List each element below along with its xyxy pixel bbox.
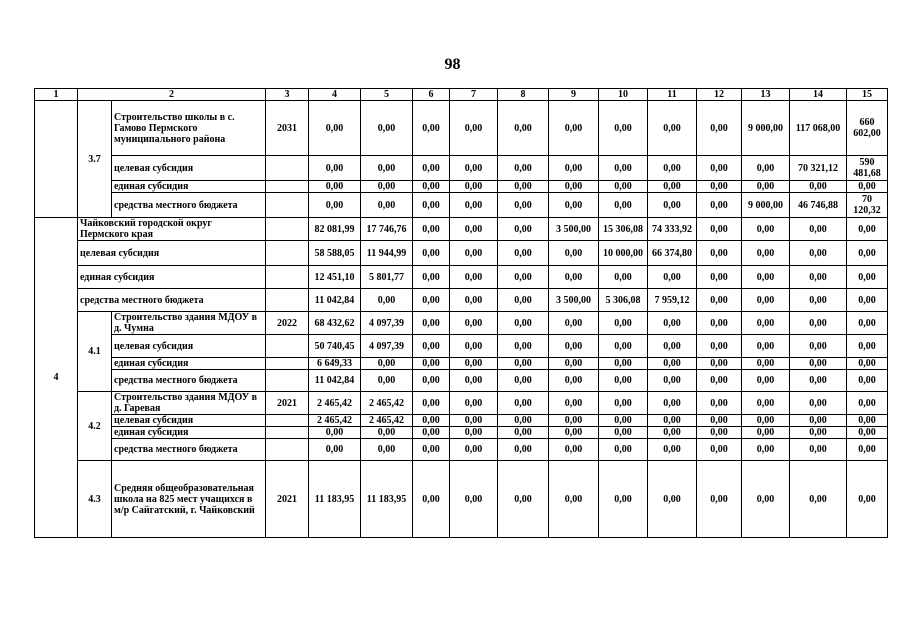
value-cell: 70 321,12 — [790, 156, 847, 181]
value-cell: 0,00 — [450, 312, 498, 335]
column-header: 12 — [697, 89, 742, 101]
funding-source-name: целевая субсидия — [112, 335, 266, 358]
value-cell: 0,00 — [549, 335, 599, 358]
year-cell — [266, 427, 309, 439]
header-row — [35, 89, 888, 101]
value-cell: 0,00 — [413, 370, 450, 392]
subgroup-number: 3.7 — [78, 101, 112, 218]
value-cell: 0,00 — [549, 266, 599, 289]
value-cell: 0,00 — [648, 370, 697, 392]
value-cell: 0,00 — [742, 241, 790, 266]
value-cell: 0,00 — [697, 312, 742, 335]
value-cell: 9 000,00 — [742, 193, 790, 218]
subgroup-number: 4.3 — [78, 461, 112, 538]
value-cell: 0,00 — [450, 193, 498, 218]
value-cell: 0,00 — [697, 415, 742, 427]
value-cell: 0,00 — [413, 392, 450, 415]
value-cell: 0,00 — [450, 427, 498, 439]
project-year: 2031 — [266, 101, 309, 156]
funding-row — [35, 439, 888, 461]
value-cell: 0,00 — [790, 427, 847, 439]
value-cell: 0,00 — [309, 193, 361, 218]
value-cell: 0,00 — [790, 289, 847, 312]
funding-source-name: средства местного бюджета — [112, 439, 266, 461]
value-cell: 2 465,42 — [309, 415, 361, 427]
value-cell: 0,00 — [599, 439, 648, 461]
value-cell: 0,00 — [790, 392, 847, 415]
value-cell: 0,00 — [413, 266, 450, 289]
value-cell: 0,00 — [549, 241, 599, 266]
value-cell: 0,00 — [648, 392, 697, 415]
funding-source-name: единая субсидия — [112, 181, 266, 193]
value-cell: 50 740,45 — [309, 335, 361, 358]
value-cell: 0,00 — [498, 289, 549, 312]
value-cell: 0,00 — [498, 156, 549, 181]
value-cell: 0,00 — [498, 427, 549, 439]
value-cell: 0,00 — [599, 193, 648, 218]
value-cell: 10 000,00 — [599, 241, 648, 266]
value-cell: 0,00 — [549, 461, 599, 538]
year-cell — [266, 193, 309, 218]
value-cell: 0,00 — [697, 358, 742, 370]
value-cell: 0,00 — [790, 266, 847, 289]
value-cell: 0,00 — [790, 335, 847, 358]
value-cell: 0,00 — [413, 415, 450, 427]
project-row — [35, 101, 888, 156]
value-cell: 74 333,92 — [648, 218, 697, 241]
column-header: 3 — [266, 89, 309, 101]
value-cell: 0,00 — [790, 218, 847, 241]
column-header: 14 — [790, 89, 847, 101]
value-cell: 0,00 — [697, 370, 742, 392]
value-cell: 0,00 — [847, 370, 888, 392]
value-cell: 2 465,42 — [361, 415, 413, 427]
value-cell: 0,00 — [361, 156, 413, 181]
value-cell: 0,00 — [450, 461, 498, 538]
value-cell: 5 801,77 — [361, 266, 413, 289]
value-cell: 0,00 — [790, 358, 847, 370]
year-cell — [266, 370, 309, 392]
value-cell: 0,00 — [549, 156, 599, 181]
value-cell: 70 120,32 — [847, 193, 888, 218]
value-cell: 0,00 — [599, 312, 648, 335]
value-cell: 660 602,00 — [847, 101, 888, 156]
value-cell: 0,00 — [697, 193, 742, 218]
column-header: 5 — [361, 89, 413, 101]
value-cell: 11 042,84 — [309, 289, 361, 312]
value-cell: 0,00 — [697, 181, 742, 193]
value-cell: 0,00 — [361, 439, 413, 461]
value-cell: 0,00 — [697, 439, 742, 461]
year-cell — [266, 218, 309, 241]
value-cell: 0,00 — [648, 181, 697, 193]
value-cell: 0,00 — [742, 358, 790, 370]
project-name: Строительство школы в с. Гамово Пермского муниципального района — [112, 101, 266, 156]
column-header: 8 — [498, 89, 549, 101]
year-cell — [266, 156, 309, 181]
value-cell: 0,00 — [413, 241, 450, 266]
value-cell: 0,00 — [361, 358, 413, 370]
value-cell: 0,00 — [549, 439, 599, 461]
year-cell — [266, 181, 309, 193]
value-cell: 0,00 — [847, 358, 888, 370]
value-cell: 0,00 — [549, 392, 599, 415]
value-cell: 46 746,88 — [790, 193, 847, 218]
value-cell: 0,00 — [413, 312, 450, 335]
district-funding-row — [35, 289, 888, 312]
value-cell: 0,00 — [790, 312, 847, 335]
year-cell — [266, 289, 309, 312]
project-name: Средняя общеобразовательная школа на 825 мест учащихся в м/р Сайгатский, г. Чайковский — [112, 461, 266, 538]
funding-source-name: единая субсидия — [112, 358, 266, 370]
subgroup-number: 4.1 — [78, 312, 112, 392]
value-cell: 0,00 — [697, 289, 742, 312]
value-cell: 0,00 — [549, 193, 599, 218]
funding-source-name: средства местного бюджета — [78, 289, 266, 312]
column-header: 11 — [648, 89, 697, 101]
value-cell: 0,00 — [599, 392, 648, 415]
value-cell: 0,00 — [309, 427, 361, 439]
funding-row — [35, 156, 888, 181]
value-cell: 0,00 — [450, 439, 498, 461]
value-cell: 5 306,08 — [599, 289, 648, 312]
value-cell: 0,00 — [697, 461, 742, 538]
value-cell: 0,00 — [498, 241, 549, 266]
value-cell: 0,00 — [450, 101, 498, 156]
value-cell: 0,00 — [361, 370, 413, 392]
value-cell: 0,00 — [361, 101, 413, 156]
value-cell: 0,00 — [790, 370, 847, 392]
value-cell: 0,00 — [498, 312, 549, 335]
funding-source-name: средства местного бюджета — [112, 370, 266, 392]
value-cell: 0,00 — [498, 101, 549, 156]
value-cell: 0,00 — [847, 312, 888, 335]
value-cell: 0,00 — [498, 461, 549, 538]
value-cell: 0,00 — [648, 312, 697, 335]
value-cell: 0,00 — [450, 241, 498, 266]
column-header: 9 — [549, 89, 599, 101]
value-cell: 6 649,33 — [309, 358, 361, 370]
funding-row — [35, 370, 888, 392]
value-cell: 0,00 — [648, 156, 697, 181]
value-cell: 0,00 — [309, 101, 361, 156]
column-header: 6 — [413, 89, 450, 101]
value-cell: 0,00 — [413, 193, 450, 218]
value-cell: 0,00 — [450, 415, 498, 427]
project-row — [35, 461, 888, 538]
project-row — [35, 392, 888, 415]
value-cell: 0,00 — [549, 427, 599, 439]
funding-source-name: средства местного бюджета — [112, 193, 266, 218]
value-cell: 0,00 — [498, 266, 549, 289]
value-cell: 0,00 — [697, 101, 742, 156]
page-number: 98 — [444, 56, 461, 73]
value-cell: 0,00 — [847, 461, 888, 538]
project-row — [35, 312, 888, 335]
value-cell: 0,00 — [498, 181, 549, 193]
value-cell: 0,00 — [498, 335, 549, 358]
value-cell: 0,00 — [450, 335, 498, 358]
value-cell: 0,00 — [648, 415, 697, 427]
value-cell: 0,00 — [361, 427, 413, 439]
project-year: 2021 — [266, 392, 309, 415]
value-cell: 0,00 — [450, 289, 498, 312]
value-cell: 0,00 — [697, 218, 742, 241]
funding-source-name: единая субсидия — [112, 427, 266, 439]
value-cell: 0,00 — [847, 392, 888, 415]
value-cell: 2 465,42 — [309, 392, 361, 415]
column-header: 4 — [309, 89, 361, 101]
value-cell: 0,00 — [790, 439, 847, 461]
value-cell: 0,00 — [413, 358, 450, 370]
value-cell: 58 588,05 — [309, 241, 361, 266]
value-cell: 0,00 — [742, 370, 790, 392]
year-cell — [266, 266, 309, 289]
district-funding-row — [35, 266, 888, 289]
value-cell: 0,00 — [847, 415, 888, 427]
column-header: 13 — [742, 89, 790, 101]
value-cell: 0,00 — [648, 335, 697, 358]
value-cell: 3 500,00 — [549, 289, 599, 312]
project-year: 2022 — [266, 312, 309, 335]
value-cell: 0,00 — [361, 181, 413, 193]
value-cell: 0,00 — [599, 101, 648, 156]
value-cell: 0,00 — [599, 415, 648, 427]
value-cell: 0,00 — [549, 312, 599, 335]
value-cell: 0,00 — [498, 358, 549, 370]
subgroup-number: 4.2 — [78, 392, 112, 461]
budget-table — [34, 88, 888, 538]
value-cell: 0,00 — [599, 427, 648, 439]
value-cell: 15 306,08 — [599, 218, 648, 241]
value-cell: 0,00 — [309, 439, 361, 461]
funding-row — [35, 358, 888, 370]
value-cell: 0,00 — [847, 335, 888, 358]
group-number: 4 — [35, 218, 78, 538]
funding-row — [35, 181, 888, 193]
funding-row — [35, 335, 888, 358]
value-cell: 0,00 — [648, 461, 697, 538]
value-cell: 0,00 — [648, 101, 697, 156]
year-cell — [266, 415, 309, 427]
value-cell: 0,00 — [549, 358, 599, 370]
value-cell: 0,00 — [742, 427, 790, 439]
value-cell: 0,00 — [847, 241, 888, 266]
value-cell: 0,00 — [847, 218, 888, 241]
funding-source-name: целевая субсидия — [78, 241, 266, 266]
column-header: 10 — [599, 89, 648, 101]
value-cell: 0,00 — [697, 266, 742, 289]
value-cell: 0,00 — [742, 461, 790, 538]
value-cell: 0,00 — [742, 415, 790, 427]
value-cell: 0,00 — [742, 312, 790, 335]
value-cell: 117 068,00 — [790, 101, 847, 156]
value-cell: 0,00 — [498, 439, 549, 461]
value-cell: 0,00 — [599, 358, 648, 370]
value-cell: 0,00 — [498, 392, 549, 415]
year-cell — [266, 335, 309, 358]
value-cell: 0,00 — [847, 266, 888, 289]
value-cell: 0,00 — [549, 370, 599, 392]
value-cell: 0,00 — [309, 181, 361, 193]
value-cell: 0,00 — [790, 461, 847, 538]
value-cell: 0,00 — [599, 181, 648, 193]
funding-row — [35, 415, 888, 427]
value-cell: 2 465,42 — [361, 392, 413, 415]
value-cell: 0,00 — [549, 181, 599, 193]
value-cell: 66 374,80 — [648, 241, 697, 266]
value-cell: 0,00 — [790, 181, 847, 193]
value-cell: 0,00 — [450, 181, 498, 193]
district-funding-row — [35, 241, 888, 266]
value-cell: 0,00 — [413, 101, 450, 156]
project-name: Строительство здания МДОУ в д. Гаревая — [112, 392, 266, 415]
value-cell: 11 183,95 — [361, 461, 413, 538]
value-cell: 0,00 — [648, 427, 697, 439]
column-header: 7 — [450, 89, 498, 101]
value-cell: 0,00 — [413, 289, 450, 312]
value-cell: 0,00 — [450, 370, 498, 392]
value-cell: 0,00 — [450, 218, 498, 241]
value-cell: 0,00 — [742, 156, 790, 181]
value-cell: 0,00 — [599, 370, 648, 392]
value-cell: 0,00 — [361, 289, 413, 312]
value-cell: 0,00 — [697, 335, 742, 358]
value-cell: 0,00 — [498, 218, 549, 241]
value-cell: 11 183,95 — [309, 461, 361, 538]
year-cell — [266, 439, 309, 461]
funding-row — [35, 427, 888, 439]
value-cell: 4 097,39 — [361, 335, 413, 358]
value-cell: 7 959,12 — [648, 289, 697, 312]
column-header: 1 — [35, 89, 78, 101]
value-cell: 11 944,99 — [361, 241, 413, 266]
value-cell: 11 042,84 — [309, 370, 361, 392]
value-cell: 17 746,76 — [361, 218, 413, 241]
district-name: Чайковский городской округ Пермского края — [78, 218, 266, 241]
value-cell: 590 481,68 — [847, 156, 888, 181]
value-cell: 0,00 — [413, 181, 450, 193]
project-year: 2021 — [266, 461, 309, 538]
funding-row — [35, 193, 888, 218]
value-cell: 0,00 — [599, 461, 648, 538]
district-row — [35, 218, 888, 241]
value-cell: 0,00 — [498, 193, 549, 218]
value-cell: 0,00 — [697, 392, 742, 415]
value-cell: 0,00 — [648, 358, 697, 370]
value-cell: 9 000,00 — [742, 101, 790, 156]
value-cell: 0,00 — [498, 370, 549, 392]
value-cell: 0,00 — [309, 156, 361, 181]
value-cell: 0,00 — [790, 415, 847, 427]
value-cell: 0,00 — [697, 241, 742, 266]
value-cell: 0,00 — [549, 415, 599, 427]
value-cell: 0,00 — [847, 289, 888, 312]
value-cell: 0,00 — [413, 461, 450, 538]
value-cell: 0,00 — [847, 181, 888, 193]
value-cell: 0,00 — [450, 266, 498, 289]
funding-source-name: единая субсидия — [78, 266, 266, 289]
value-cell: 0,00 — [648, 193, 697, 218]
funding-source-name: целевая субсидия — [112, 156, 266, 181]
value-cell: 0,00 — [599, 335, 648, 358]
value-cell: 0,00 — [742, 335, 790, 358]
funding-source-name: целевая субсидия — [112, 415, 266, 427]
value-cell: 0,00 — [599, 156, 648, 181]
column-header: 15 — [847, 89, 888, 101]
value-cell: 0,00 — [742, 289, 790, 312]
value-cell: 0,00 — [742, 392, 790, 415]
project-name: Строительство здания МДОУ в д. Чумна — [112, 312, 266, 335]
value-cell: 0,00 — [361, 193, 413, 218]
value-cell: 0,00 — [413, 427, 450, 439]
value-cell: 0,00 — [742, 218, 790, 241]
value-cell: 0,00 — [413, 218, 450, 241]
value-cell: 0,00 — [847, 427, 888, 439]
value-cell: 3 500,00 — [549, 218, 599, 241]
value-cell: 0,00 — [413, 439, 450, 461]
value-cell: 0,00 — [450, 392, 498, 415]
value-cell: 0,00 — [697, 156, 742, 181]
value-cell: 0,00 — [450, 156, 498, 181]
value-cell: 0,00 — [742, 181, 790, 193]
value-cell: 0,00 — [549, 101, 599, 156]
column-header: 2 — [78, 89, 266, 101]
group-number-cell — [35, 101, 78, 218]
value-cell: 0,00 — [648, 266, 697, 289]
value-cell: 0,00 — [450, 358, 498, 370]
value-cell: 0,00 — [599, 266, 648, 289]
year-cell — [266, 241, 309, 266]
value-cell: 0,00 — [498, 415, 549, 427]
value-cell: 0,00 — [847, 439, 888, 461]
value-cell: 0,00 — [742, 439, 790, 461]
year-cell — [266, 358, 309, 370]
value-cell: 68 432,62 — [309, 312, 361, 335]
value-cell: 0,00 — [697, 427, 742, 439]
value-cell: 0,00 — [790, 241, 847, 266]
value-cell: 0,00 — [648, 439, 697, 461]
value-cell: 0,00 — [413, 335, 450, 358]
value-cell: 12 451,10 — [309, 266, 361, 289]
value-cell: 0,00 — [413, 156, 450, 181]
value-cell: 4 097,39 — [361, 312, 413, 335]
value-cell: 0,00 — [742, 266, 790, 289]
value-cell: 82 081,99 — [309, 218, 361, 241]
